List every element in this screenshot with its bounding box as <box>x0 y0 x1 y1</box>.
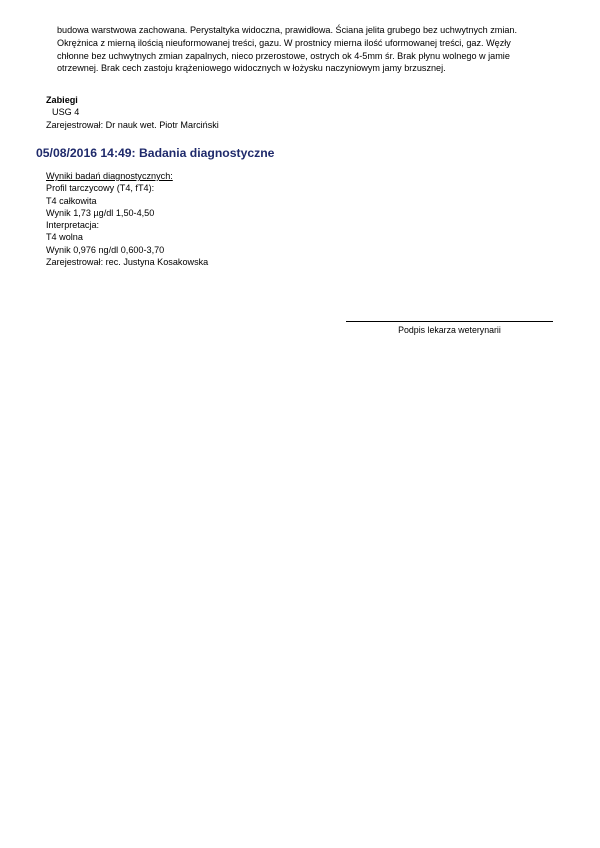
procedures-block <box>46 94 219 131</box>
result-line: Wynik 1,73 µg/dl 1,50-4,50 <box>46 207 155 218</box>
result-line: T4 wolna <box>46 232 83 243</box>
paragraph-line: budowa warstwowa zachowana. Perystaltyka widoczna, prawidłowa. Ściana jelita grubego bez uchwytnych zmian. <box>57 25 517 35</box>
examination-description <box>57 24 557 75</box>
paragraph-line: Okrężnica z mierną ilością nieuformowanej treści, gazu. W prostnicy mierna ilość uformowanej treści, gaz. Węzły <box>57 37 511 48</box>
diagnostics-heading: 05/08/2016 14:49: Badania diagnostyczne <box>36 146 275 160</box>
diagnostics-registered-by: Zarejestrował: rec. Justyna Kosakowska <box>46 257 209 268</box>
diagnostics-block <box>46 170 208 268</box>
procedure-item: USG 4 <box>52 107 80 118</box>
paragraph-line: chłonne bez uchwytnych zmian zapalnych, nieco przerostowe, ostrych ok 4-5mm śr. Brak płynu wolnego w jamie <box>57 50 510 61</box>
procedures-registered-by: Zarejestrował: Dr nauk wet. Piotr Marciński <box>46 119 219 130</box>
signature-label: Podpis lekarza weterynarii <box>398 325 501 335</box>
signature-line <box>346 321 553 322</box>
result-line: Interpretacja: <box>46 220 100 231</box>
result-line: Wynik 0,976 ng/dl 0,600-3,70 <box>46 244 165 255</box>
results-label: Wyniki badań diagnostycznych: <box>46 171 173 181</box>
result-line: T4 całkowita <box>46 195 97 206</box>
paragraph-line: otrzewnej. Brak cech zastoju krążeniowego widocznych w łożysku naczyniowym jamy brzusznej. <box>57 63 446 74</box>
result-line: Profil tarczycowy (T4, fT4): <box>46 183 155 194</box>
procedures-heading: Zabiegi <box>46 95 78 105</box>
